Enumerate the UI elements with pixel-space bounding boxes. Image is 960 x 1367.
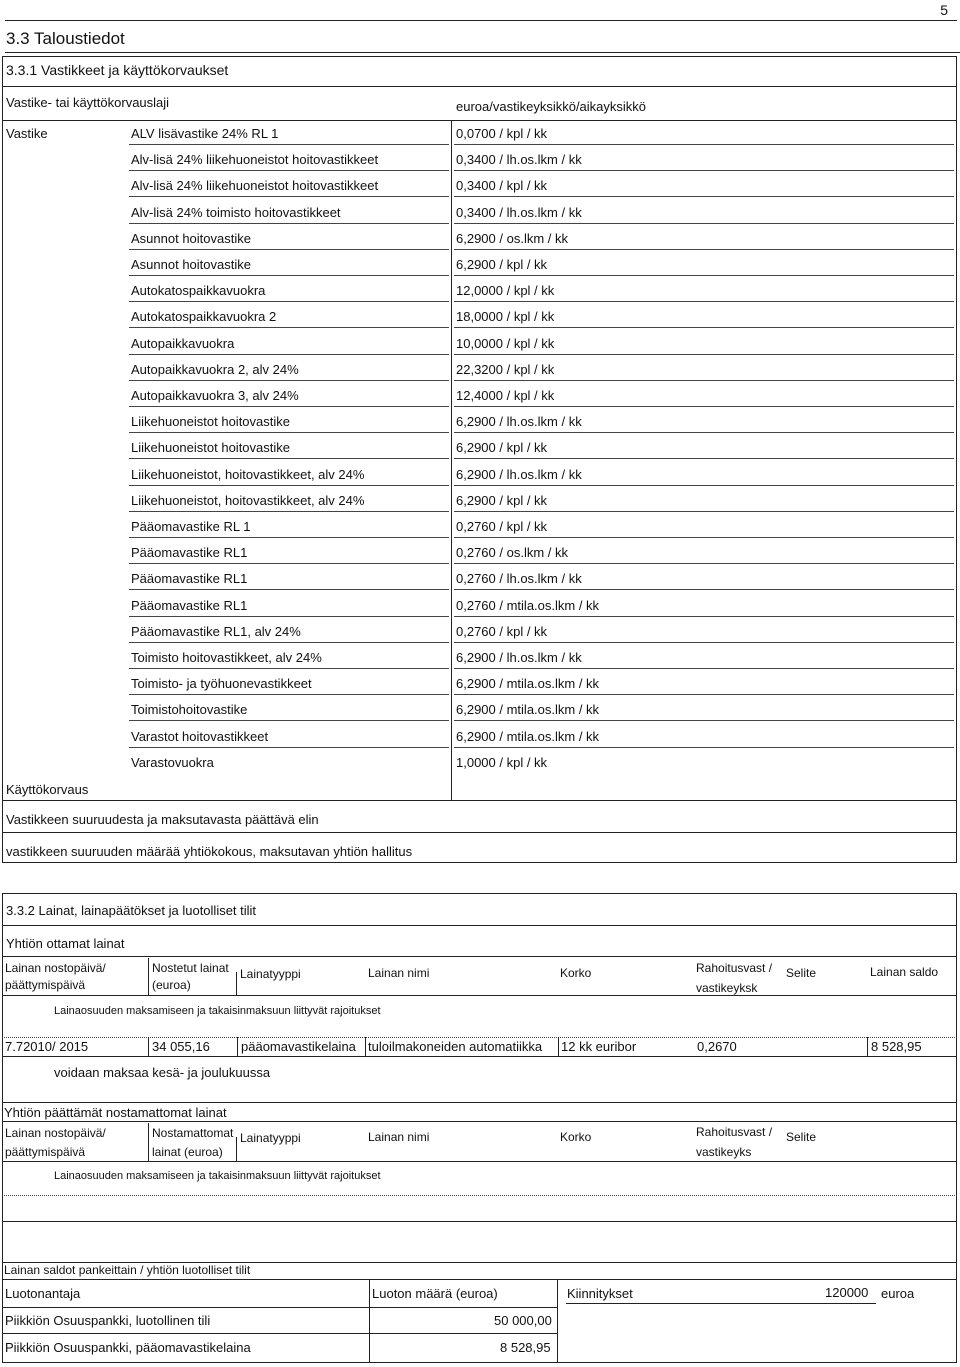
loan-amount: 34 055,16 xyxy=(152,1039,210,1054)
undrawn-loans-label: Yhtiön päättämät nostamattomat lainat xyxy=(4,1105,227,1120)
row-rule xyxy=(454,694,954,695)
loan-name: tuloilmakoneiden automatiikka xyxy=(368,1039,543,1054)
collateral-unit: euroa xyxy=(881,1286,915,1301)
rule xyxy=(2,1121,957,1122)
loan-restriction: voidaan maksaa kesä- ja joulukuussa xyxy=(54,1065,271,1080)
vastike-row xyxy=(0,648,960,674)
row-rule xyxy=(454,223,954,224)
row-rule xyxy=(129,642,449,643)
collateral-label: Kiinnitykset xyxy=(567,1286,633,1301)
rule xyxy=(237,1037,238,1056)
header-fin xyxy=(696,958,772,998)
vastike-row xyxy=(0,438,960,464)
rule xyxy=(566,1303,876,1304)
vastike-row-value: 0,2760 / mtila.os.lkm / kk xyxy=(456,597,600,613)
page-number: 5 xyxy=(940,2,948,18)
rule xyxy=(369,1279,370,1363)
undrawn-header-amount-line2: lainat (euroa) xyxy=(152,1145,223,1159)
row-rule xyxy=(129,668,449,669)
rule xyxy=(557,1279,558,1363)
section-title: 3.3 Taloustiedot xyxy=(6,29,125,48)
vastike-row xyxy=(0,307,960,333)
rule xyxy=(2,1161,957,1162)
vastike-row-value: 18,0000 / kpl / kk xyxy=(456,309,555,325)
rule xyxy=(2,1221,957,1222)
section-title-rule xyxy=(5,52,960,53)
undrawn-header-name: Lainan nimi xyxy=(368,1130,430,1144)
row-rule xyxy=(129,616,449,617)
vastike-row-value: 6,2900 / os.lkm / kk xyxy=(456,230,568,246)
vastike-row-value: 12,0000 / kpl / kk xyxy=(456,283,555,299)
row-rule xyxy=(454,432,954,433)
rule xyxy=(148,1037,149,1056)
rule xyxy=(2,956,957,957)
vastike-row-value: 1,0000 / kpl / kk xyxy=(456,754,548,770)
undrawn-header-interest: Korko xyxy=(560,1130,592,1144)
rule xyxy=(2,925,957,926)
row-rule xyxy=(454,196,954,197)
vastike-row xyxy=(0,386,960,412)
row-rule xyxy=(454,327,954,328)
vastike-row-label: Autopaikkavuokra xyxy=(131,335,235,351)
vastike-row xyxy=(0,334,960,360)
row-rule xyxy=(454,563,954,564)
decider-text: vastikkeen suuruuden määrää yhtiökokous, maksutavan yhtiön hallitus xyxy=(6,844,413,859)
vastike-row-value: 0,2760 / os.lkm / kk xyxy=(456,545,568,561)
vastike-row xyxy=(0,622,960,648)
row-rule xyxy=(129,196,449,197)
vastike-row xyxy=(0,543,960,569)
row-rule xyxy=(129,144,449,145)
vastike-row xyxy=(0,491,960,517)
row-rule xyxy=(129,354,449,355)
vastike-row-label: Alv-lisä 24% liikehuoneistot hoitovastikkeet xyxy=(131,178,379,194)
row-rule xyxy=(454,642,954,643)
row-rule xyxy=(129,720,449,721)
undrawn-restrictions-label: Lainaosuuden maksamiseen ja takaisinmaksuun liittyvät rajoitukset xyxy=(54,1170,381,1182)
row-rule xyxy=(454,747,954,748)
rule xyxy=(2,995,957,996)
vastike-row-label: Asunnot hoitovastike xyxy=(131,230,251,246)
header-fin-line1: Rahoitusvast / xyxy=(696,961,773,975)
vastike-row-value: 6,2900 / lh.os.lkm / kk xyxy=(456,650,582,665)
row-rule xyxy=(129,747,449,748)
row-rule xyxy=(129,301,449,302)
vastike-row-label: Pääomavastike RL1, alv 24% xyxy=(131,623,301,639)
vastike-row-label: ALV lisävastike 24% RL 1 xyxy=(131,126,279,141)
collateral-value: 120000 xyxy=(825,1285,869,1300)
undrawn-header-date-line2: päättymispäivä xyxy=(5,1145,86,1159)
vastike-row-label: Autopaikkavuokra 2, alv 24% xyxy=(131,361,299,377)
vastike-row-value: 6,2900 / lh.os.lkm / kk xyxy=(456,414,582,430)
header-balance: Lainan saldo xyxy=(870,965,939,979)
vastike-row-label: Alv-lisä 24% liikehuoneistot hoitovastikkeet xyxy=(131,152,379,168)
vastike-row xyxy=(0,517,960,543)
vastike-row xyxy=(0,255,960,281)
row-rule xyxy=(129,694,449,695)
undrawn-header-date-line1: Lainan nostopäivä/ xyxy=(5,1126,106,1140)
row-rule xyxy=(454,406,954,407)
vastike-row-value: 6,2900 / mtila.os.lkm / kk xyxy=(456,728,600,744)
header-note: Selite xyxy=(786,966,817,980)
loan-interest: 12 kk euribor xyxy=(561,1039,637,1054)
rule xyxy=(2,1333,558,1334)
vastike-row xyxy=(0,753,960,779)
row-rule xyxy=(129,223,449,224)
saldot-title: Lainan saldot pankeittain / yhtiön luotolliset tilit xyxy=(4,1263,251,1277)
vastike-row xyxy=(0,412,960,438)
loan-balance: 8 528,95 xyxy=(871,1039,922,1054)
vastike-row xyxy=(0,203,960,229)
header-date-line2: päättymispäivä xyxy=(5,978,86,992)
rule xyxy=(2,1307,558,1308)
rule xyxy=(2,1056,957,1057)
row-rule xyxy=(129,406,449,407)
row-rule xyxy=(454,537,954,538)
vastike-row xyxy=(0,229,960,255)
loan-fin: 0,2670 xyxy=(697,1039,737,1054)
undrawn-header-amount xyxy=(152,1124,233,1162)
vastike-row-label: Toimisto hoitovastikkeet, alv 24% xyxy=(131,650,322,665)
vastike-row-label: Autopaikkavuokra 3, alv 24% xyxy=(131,388,299,403)
header-date xyxy=(5,960,106,994)
vastike-row-label: Asunnot hoitovastike xyxy=(131,257,251,272)
vastike-row-value: 6,2900 / mtila.os.lkm / kk xyxy=(456,702,600,718)
vastike-row-label: Pääomavastike RL1 xyxy=(131,571,248,587)
vastike-row-value: 6,2900 / lh.os.lkm / kk xyxy=(456,466,582,482)
vastike-row-label: Autokatospaikkavuokra xyxy=(131,283,266,299)
loan-date: 7.72010/ 2015 xyxy=(5,1039,89,1054)
vastike-row xyxy=(0,700,960,726)
vastike-row-value: 6,2900 / kpl / kk xyxy=(456,257,548,272)
vastike-row-value: 0,3400 / kpl / kk xyxy=(456,178,548,194)
row-rule xyxy=(454,249,954,250)
column-header-unit: euroa/vastikeyksikkö/aikayksikkö xyxy=(456,99,647,114)
vastike-row-value: 6,2900 / kpl / kk xyxy=(456,492,548,508)
row-rule xyxy=(454,301,954,302)
loan-type: pääomavastikelaina xyxy=(241,1039,356,1054)
row-rule xyxy=(129,458,449,459)
lender-header: Luotonantaja xyxy=(5,1286,81,1301)
vastike-row xyxy=(0,281,960,307)
rule xyxy=(867,1037,868,1056)
row-rule xyxy=(454,380,954,381)
vastikkeet-title: 3.3.1 Vastikkeet ja käyttökorvaukset xyxy=(6,62,229,78)
saldot-lender-1: Piikkiön Osuuspankki, luotollinen tili xyxy=(5,1313,211,1328)
rule xyxy=(2,1195,957,1196)
row-rule xyxy=(454,616,954,617)
rule xyxy=(2,120,957,121)
vastike-row-label: Pääomavastike RL 1 xyxy=(131,519,251,534)
undrawn-header-fin-line1: Rahoitusvast / xyxy=(696,1125,773,1139)
row-rule xyxy=(129,432,449,433)
vastike-label: Vastike xyxy=(6,126,48,141)
vastike-row-value: 6,2900 / kpl / kk xyxy=(456,440,548,456)
kayttokorvaus-label: Käyttökorvaus xyxy=(6,782,89,797)
row-rule xyxy=(454,170,954,171)
row-rule xyxy=(454,144,954,145)
vastike-row-label: Liikehuoneistot, hoitovastikkeet, alv 24% xyxy=(131,466,365,482)
row-rule xyxy=(129,589,449,590)
vastike-row-label: Varastovuokra xyxy=(131,754,214,770)
page-top-rule xyxy=(5,20,957,21)
vastike-row-value: 0,2760 / kpl / kk xyxy=(456,519,548,534)
vastike-row-value: 0,2760 / lh.os.lkm / kk xyxy=(456,571,582,587)
vastike-row xyxy=(0,176,960,202)
restrictions-label: Lainaosuuden maksamiseen ja takaisinmaksuun liittyvät rajoitukset xyxy=(54,1005,381,1017)
vastike-row xyxy=(0,124,960,150)
vastike-row xyxy=(0,150,960,176)
row-rule xyxy=(129,485,449,486)
vastike-row-value: 0,2760 / kpl / kk xyxy=(456,623,548,639)
vastike-row-value: 6,2900 / mtila.os.lkm / kk xyxy=(456,676,600,692)
header-amount xyxy=(152,960,229,994)
vastike-row xyxy=(0,674,960,700)
vastike-row-label: Toimisto- ja työhuonevastikkeet xyxy=(131,676,312,692)
vastike-row xyxy=(0,360,960,386)
row-rule xyxy=(129,249,449,250)
vastike-row-label: Varastot hoitovastikkeet xyxy=(131,728,269,744)
row-rule xyxy=(129,511,449,512)
rule xyxy=(236,1137,237,1161)
vastike-row-value: 10,0000 / kpl / kk xyxy=(456,335,555,351)
row-rule xyxy=(129,537,449,538)
amount-header: Luoton määrä (euroa) xyxy=(372,1286,498,1301)
header-amount-line2: (euroa) xyxy=(152,978,191,992)
row-rule xyxy=(454,668,954,669)
vastike-row-value: 0,3400 / lh.os.lkm / kk xyxy=(456,204,582,220)
rule xyxy=(2,1102,957,1103)
rule xyxy=(365,1037,366,1056)
row-rule xyxy=(129,170,449,171)
row-rule xyxy=(129,563,449,564)
rule xyxy=(451,120,452,800)
undrawn-header-amount-line1: Nostamattomat xyxy=(152,1126,234,1140)
saldot-amount-1: 50 000,00 xyxy=(494,1313,552,1328)
undrawn-header-fin-line2: vastikeyks xyxy=(696,1145,752,1159)
vastike-row-value: 0,3400 / lh.os.lkm / kk xyxy=(456,152,582,168)
row-rule xyxy=(129,380,449,381)
column-header-type: Vastike- tai käyttökorvauslaji xyxy=(6,95,170,110)
vastike-row xyxy=(0,596,960,622)
undrawn-header-date xyxy=(5,1124,106,1162)
taken-loans-label: Yhtiön ottamat lainat xyxy=(6,936,125,951)
header-name: Lainan nimi xyxy=(368,966,430,980)
rule xyxy=(2,832,957,833)
vastike-row-label: Toimistohoitovastike xyxy=(131,702,248,718)
vastike-row-value: 22,3200 / kpl / kk xyxy=(456,361,555,377)
rule xyxy=(2,1037,957,1038)
rule xyxy=(236,972,237,995)
vastike-row-value: 0,0700 / kpl / kk xyxy=(456,126,548,141)
rule xyxy=(2,1279,957,1280)
vastike-row-label: Alv-lisä 24% toimisto hoitovastikkeet xyxy=(131,204,341,220)
row-rule xyxy=(454,458,954,459)
vastike-row-label: Liikehuoneistot, hoitovastikkeet, alv 24% xyxy=(131,492,365,508)
rule xyxy=(558,1037,559,1056)
row-rule xyxy=(454,354,954,355)
vastike-row-label: Autokatospaikkavuokra 2 xyxy=(131,309,277,325)
saldot-amount-2: 8 528,95 xyxy=(500,1340,551,1355)
header-amount-line1: Nostetut lainat xyxy=(152,961,229,975)
row-rule xyxy=(129,327,449,328)
undrawn-header-type: Lainatyyppi xyxy=(240,1131,301,1145)
row-rule xyxy=(454,511,954,512)
header-interest: Korko xyxy=(560,966,592,980)
header-type: Lainatyyppi xyxy=(240,967,301,981)
vastike-row xyxy=(0,727,960,753)
rule xyxy=(2,86,957,87)
row-rule xyxy=(129,275,449,276)
rule xyxy=(148,1123,149,1161)
vastike-row xyxy=(0,465,960,491)
row-rule xyxy=(454,720,954,721)
rule xyxy=(2,800,957,801)
decider-label: Vastikkeen suuruudesta ja maksutavasta päättävä elin xyxy=(6,812,319,827)
lainat-title: 3.3.2 Lainat, lainapäätökset ja luotolliset tilit xyxy=(6,903,257,918)
header-fin-line2: vastikeyksk xyxy=(696,981,758,995)
row-rule xyxy=(454,275,954,276)
vastike-row-label: Pääomavastike RL1 xyxy=(131,597,248,613)
vastike-row-value: 12,4000 / kpl / kk xyxy=(456,388,555,403)
saldot-lender-2: Piikkiön Osuuspankki, pääomavastikelaina xyxy=(5,1340,251,1355)
vastike-row-label: Liikehuoneistot hoitovastike xyxy=(131,440,290,456)
undrawn-header-fin xyxy=(696,1122,772,1162)
header-date-line1: Lainan nostopäivä/ xyxy=(5,961,106,975)
vastike-row-label: Liikehuoneistot hoitovastike xyxy=(131,414,290,430)
vastike-row xyxy=(0,569,960,595)
row-rule xyxy=(454,485,954,486)
row-rule xyxy=(454,589,954,590)
undrawn-header-note: Selite xyxy=(786,1130,817,1144)
vastike-row-label: Pääomavastike RL1 xyxy=(131,545,248,561)
rule xyxy=(148,958,149,995)
